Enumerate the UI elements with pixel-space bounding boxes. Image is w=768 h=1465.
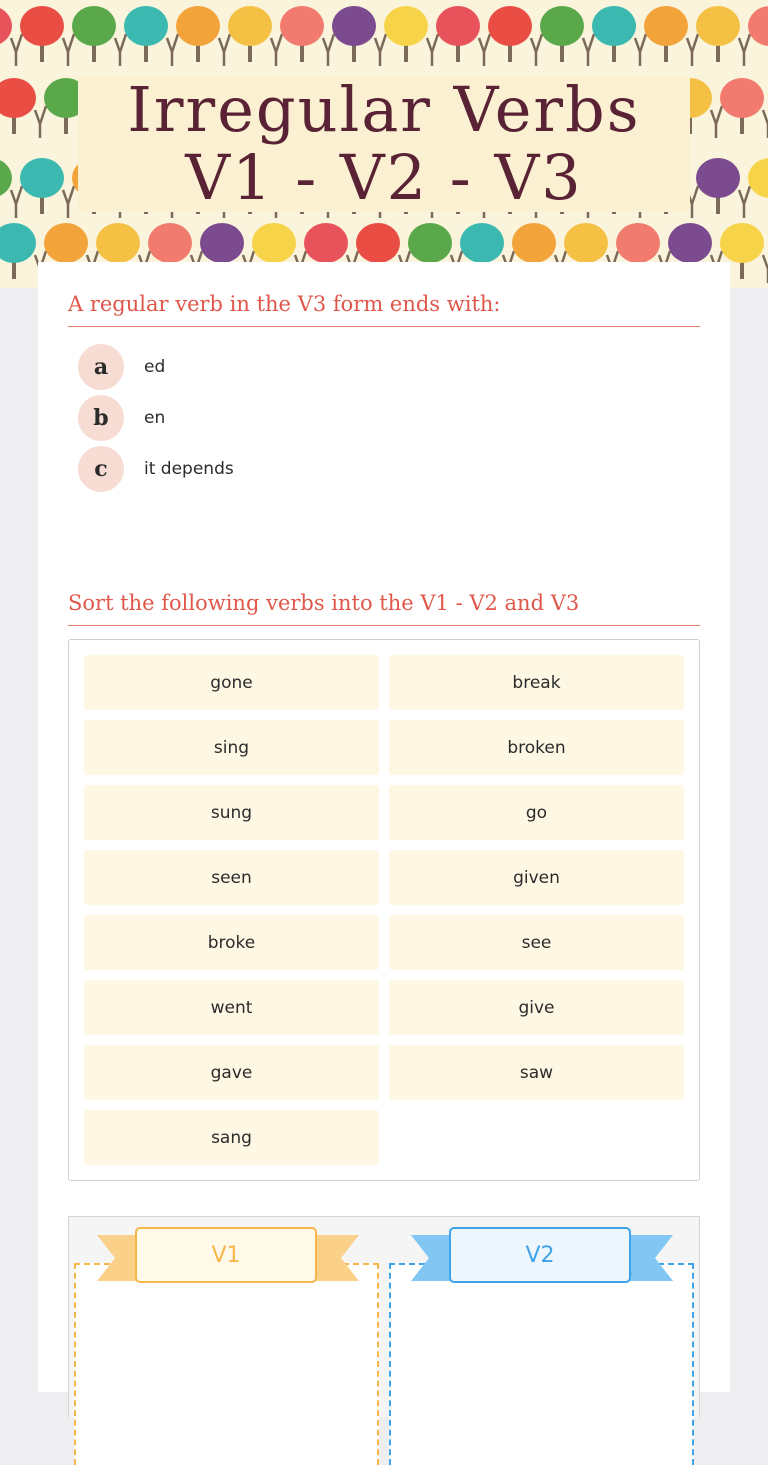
- word-chip-given[interactable]: given: [389, 850, 684, 905]
- drop-zone-v1[interactable]: [74, 1263, 379, 1465]
- word-bank: [68, 639, 700, 1181]
- word-chip-sang[interactable]: sang: [84, 1110, 379, 1165]
- worksheet-sheet: [38, 262, 730, 1392]
- option-text: en: [144, 408, 166, 428]
- page-title: Irregular Verbs V1 - V2 - V3: [127, 73, 641, 214]
- option-c[interactable]: [78, 446, 234, 492]
- option-letter-badge: a: [78, 344, 124, 390]
- word-chip-gone[interactable]: gone: [84, 655, 379, 710]
- word-chip-break[interactable]: break: [389, 655, 684, 710]
- option-letter-badge: b: [78, 395, 124, 441]
- option-letter-badge: c: [78, 446, 124, 492]
- option-text: ed: [144, 357, 166, 377]
- sorting-zone: [68, 1216, 700, 1417]
- word-chip-broken[interactable]: broken: [389, 720, 684, 775]
- word-chip-gave[interactable]: gave: [84, 1045, 379, 1100]
- word-chip-seen[interactable]: seen: [84, 850, 379, 905]
- category-label-v1: V1: [135, 1227, 317, 1283]
- title-box: [78, 73, 690, 214]
- category-label-v2: V2: [449, 1227, 631, 1283]
- word-chip-sung[interactable]: sung: [84, 785, 379, 840]
- header-banner: [0, 0, 768, 288]
- option-b[interactable]: [78, 395, 165, 441]
- drop-zone-v2[interactable]: [389, 1263, 694, 1465]
- word-chip-sing[interactable]: sing: [84, 720, 379, 775]
- word-chip-went[interactable]: went: [84, 980, 379, 1035]
- word-chip-see[interactable]: see: [389, 915, 684, 970]
- word-chip-saw[interactable]: saw: [389, 1045, 684, 1100]
- question-1-prompt: A regular verb in the V3 form ends with:: [68, 292, 700, 327]
- word-chip-go[interactable]: go: [389, 785, 684, 840]
- option-text: it depends: [144, 459, 234, 479]
- word-chip-broke[interactable]: broke: [84, 915, 379, 970]
- word-chip-give[interactable]: give: [389, 980, 684, 1035]
- option-a[interactable]: [78, 344, 165, 390]
- question-2-prompt: Sort the following verbs into the V1 - V2 and V3: [68, 591, 700, 626]
